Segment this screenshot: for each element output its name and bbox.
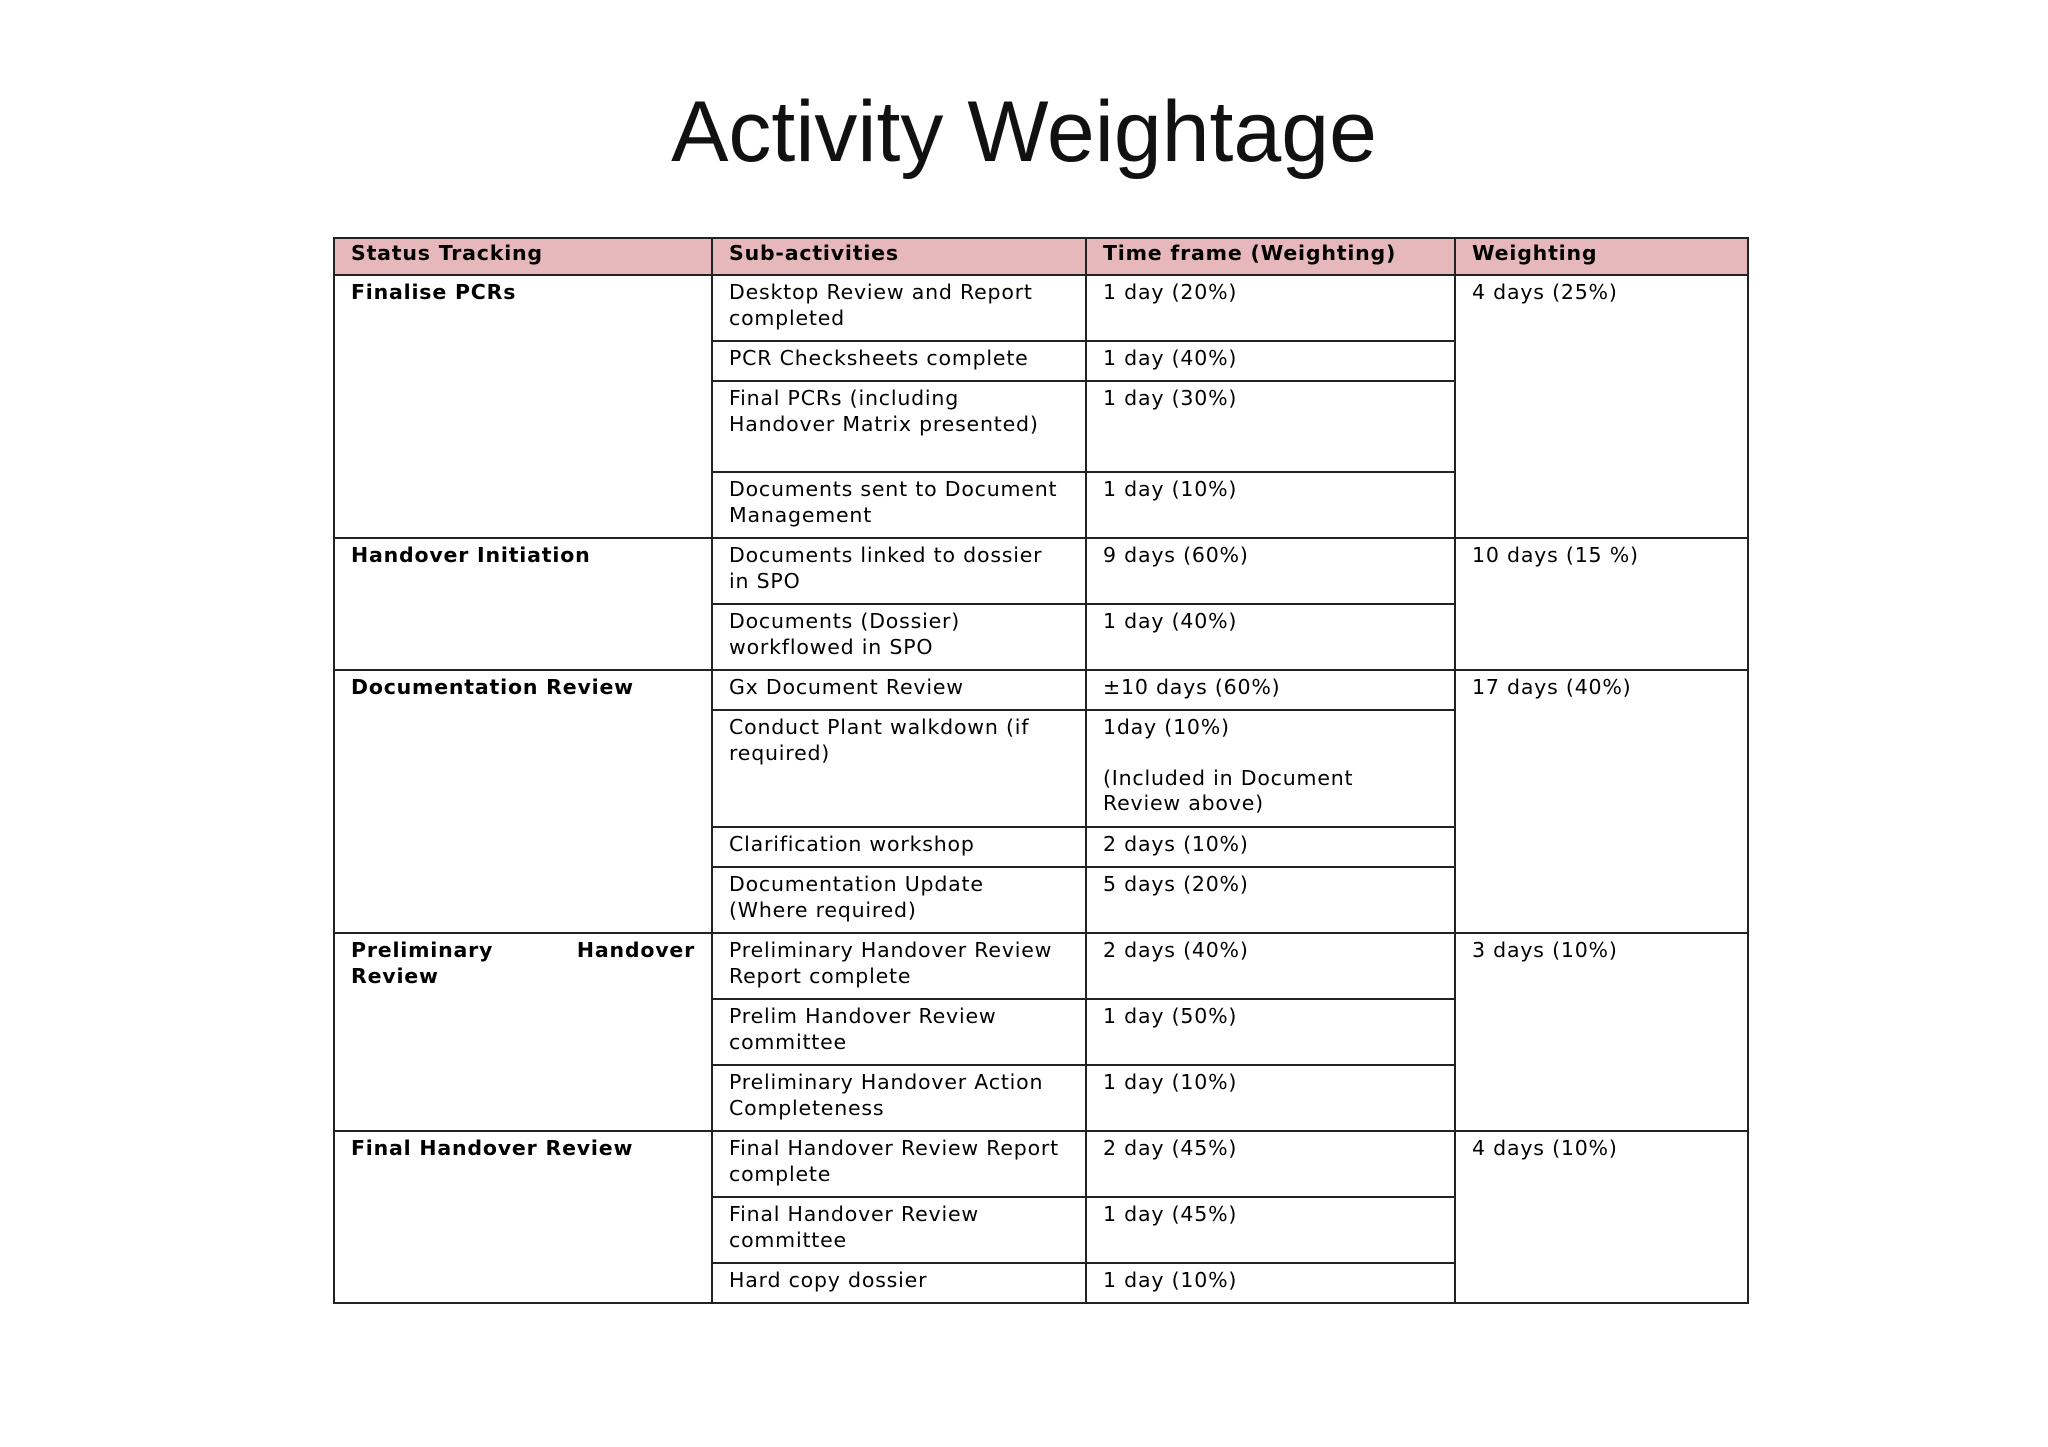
sub-activity-cell: Conduct Plant walkdown (if required) <box>712 710 1086 827</box>
header-weighting: Weighting <box>1455 238 1748 275</box>
time-frame-cell: 2 days (10%) <box>1086 827 1455 867</box>
time-frame-cell: 2 days (40%) <box>1086 933 1455 999</box>
status-tracking-cell: Preliminary Handover Review <box>334 933 712 1131</box>
weighting-cell: 17 days (40%) <box>1455 670 1748 933</box>
sub-activity-cell: Documents (Dossier) workflowed in SPO <box>712 604 1086 670</box>
time-frame-cell: 1 day (10%) <box>1086 472 1455 538</box>
time-frame-cell: 1 day (20%) <box>1086 275 1455 341</box>
time-frame-cell: 1 day (50%) <box>1086 999 1455 1065</box>
table-row <box>334 1131 1748 1197</box>
sub-activity-cell: Desktop Review and Report completed <box>712 275 1086 341</box>
time-frame-cell: 9 days (60%) <box>1086 538 1455 604</box>
sub-activity-cell: PCR Checksheets complete <box>712 341 1086 381</box>
time-frame-note: (Included in Document Review above) <box>1103 765 1354 815</box>
weighting-cell: 3 days (10%) <box>1455 933 1748 1131</box>
weighting-cell: 10 days (15 %) <box>1455 538 1748 670</box>
time-frame-cell <box>1086 710 1455 827</box>
time-frame-cell: ±10 days (60%) <box>1086 670 1455 710</box>
weighting-cell: 4 days (25%) <box>1455 275 1748 538</box>
sub-activity-cell: Documents linked to dossier in SPO <box>712 538 1086 604</box>
time-frame-cell: 1 day (10%) <box>1086 1263 1455 1303</box>
sub-activity-cell: Hard copy dossier <box>712 1263 1086 1303</box>
sub-activity-cell: Final Handover Review committee <box>712 1197 1086 1263</box>
header-sub-activities: Sub-activities <box>712 238 1086 275</box>
table-header-row <box>334 238 1748 275</box>
status-tracking-cell: Finalise PCRs <box>334 275 712 538</box>
table-row <box>334 670 1748 710</box>
sub-activity-cell: Final Handover Review Report complete <box>712 1131 1086 1197</box>
time-frame-cell: 1 day (10%) <box>1086 1065 1455 1131</box>
status-tracking-cell: Final Handover Review <box>334 1131 712 1303</box>
sub-activity-cell: Clarification workshop <box>712 827 1086 867</box>
status-tracking-cell: Documentation Review <box>334 670 712 933</box>
time-frame-cell: 5 days (20%) <box>1086 867 1455 933</box>
time-frame-cell: 1 day (30%) <box>1086 381 1455 472</box>
table-row <box>334 538 1748 604</box>
sub-activity-cell: Prelim Handover Review committee <box>712 999 1086 1065</box>
time-frame-cell: 1 day (40%) <box>1086 604 1455 670</box>
time-frame-value: 1day (10%) <box>1103 715 1230 739</box>
sub-activity-cell: Documents sent to Document Management <box>712 472 1086 538</box>
time-frame-cell: 1 day (40%) <box>1086 341 1455 381</box>
table-row <box>334 933 1748 999</box>
time-frame-cell: 1 day (45%) <box>1086 1197 1455 1263</box>
status-tracking-cell: Handover Initiation <box>334 538 712 670</box>
activity-weightage-table <box>333 237 1749 1304</box>
table-row <box>334 275 1748 341</box>
header-time-frame: Time frame (Weighting) <box>1086 238 1455 275</box>
weighting-cell: 4 days (10%) <box>1455 1131 1748 1303</box>
sub-activity-cell: Gx Document Review <box>712 670 1086 710</box>
sub-activity-cell: Preliminary Handover Review Report complete <box>712 933 1086 999</box>
header-status-tracking: Status Tracking <box>334 238 712 275</box>
sub-activity-cell: Preliminary Handover Action Completeness <box>712 1065 1086 1131</box>
sub-activity-cell: Documentation Update (Where required) <box>712 867 1086 933</box>
time-frame-cell: 2 day (45%) <box>1086 1131 1455 1197</box>
page-title: Activity Weightage <box>671 84 1377 180</box>
sub-activity-cell: Final PCRs (including Handover Matrix presented) <box>712 381 1086 472</box>
